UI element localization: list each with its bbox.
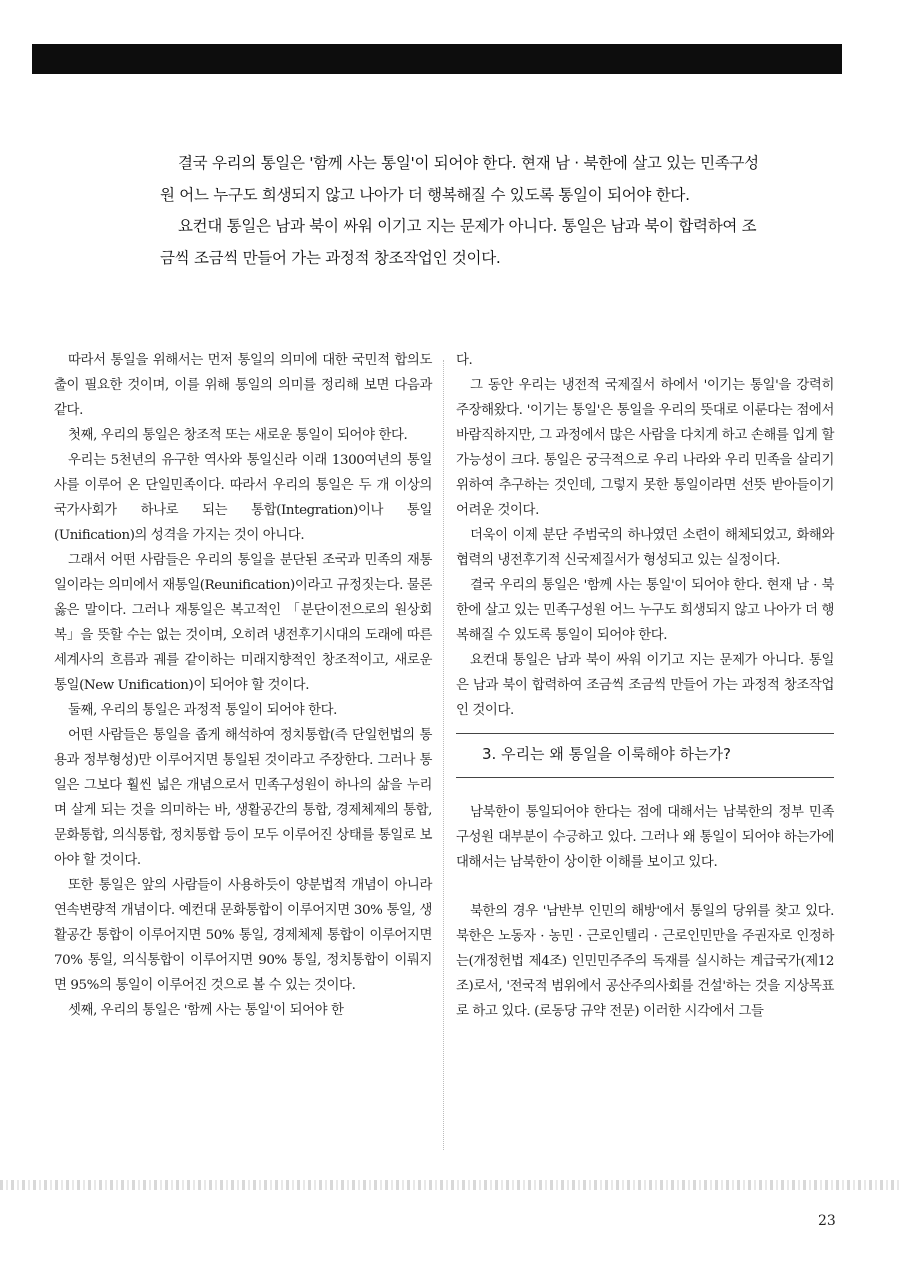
body-paragraph: 결국 우리의 통일은 '함께 사는 통일'이 되어야 한다. 현재 남 · 북한에 살고 있는 민족구성원 어느 누구도 희생되지 않고 나아가 더 행복해질 수 있도록 통일이 되어야 한다. [456, 578, 834, 643]
body-paragraph: 요컨대 통일은 남과 북이 싸워 이기고 지는 문제가 아니다. 통일은 남과 북이 합력하여 조금씩 조금씩 만들어 가는 과정적 창조작업인 것이다. [456, 653, 834, 718]
body-paragraph: 그 동안 우리는 냉전적 국제질서 하에서 '이기는 통일'을 강력히 주장해왔다. '이기는 통일'은 통일을 우리의 뜻대로 이룬다는 점에서 바람직하지만, 그 과정에서 많은 사람을 다치게 하고 손해를 입게 할 가능성이 크다. 통일은 궁극적으로 우리 나라와 우리 민족을 살리기 위하여 추구하는 것인데, 그렇지 못한 통일이라면 선뜻 받아들이기 어려운 것이다. [456, 378, 834, 518]
pull-quote-paragraph: 요컨대 통일은 남과 북이 싸워 이기고 지는 문제가 아니다. 통일은 남과 북이 합력하여 조금씩 조금씩 만들어 가는 과정적 창조작업인 것이다. [160, 217, 757, 267]
body-paragraph: 셋째, 우리의 통일은 '함께 사는 통일'이 되어야 한 [68, 1003, 344, 1018]
body-paragraph: 더욱이 이제 분단 주범국의 하나였던 소련이 해체되었고, 화해와 협력의 냉전후기적 신국제질서가 형성되고 있는 실정이다. [456, 528, 834, 568]
body-paragraph: 다. [456, 353, 473, 368]
body-paragraph: 북한의 경우 '남반부 인민의 해방'에서 통일의 당위를 찾고 있다. 북한은 노동자 · 농민 · 근로인텔리 · 근로인민만을 주권자로 인정하는(개정헌법 제4조) 인민민주주의 독재를 실시하는 계급국가(제12조)로서, '전국적 범위에서 공산주의사회를 건설'하는 것을 지상목표로 하고 있다. (로동당 규약 전문) 이러한 시각에서 그들 [456, 904, 834, 1019]
body-paragraph: 또한 통일은 앞의 사람들이 사용하듯이 양분법적 개념이 아니라 연속변량적 개념이다. 예컨대 문화통합이 이루어지면 30% 통일, 생활공간 통합이 이루어지면 50% 통일, 경제체제 통합이 이루어지면 70% 통일, 의식통합이 이루어지면 90% 통일, 정치통합이 이뤄지면 95%의 통일이 이루어진 것으로 볼 수 있는 것이다. [54, 878, 432, 993]
body-paragraph: 따라서 통일을 위해서는 먼저 통일의 의미에 대한 국민적 합의도출이 필요한 것이며, 이를 위해 통일의 의미를 정리해 보면 다음과 같다. [54, 353, 432, 418]
body-paragraph: 첫째, 우리의 통일은 창조적 또는 새로운 통일이 되어야 한다. [68, 428, 408, 443]
right-column [456, 348, 834, 1024]
column-divider [443, 360, 444, 1150]
pull-quote-paragraph: 결국 우리의 통일은 '함께 사는 통일'이 되어야 한다. 현재 남 · 북한에 살고 있는 민족구성원 어느 누구도 희생되지 않고 나아가 더 행복해질 수 있도록 통일이 되어야 한다. [160, 154, 759, 204]
left-column [54, 348, 432, 1023]
footer-rule [0, 1180, 900, 1190]
body-paragraph: 우리는 5천년의 유구한 역사와 통일신라 이래 1300여년의 통일사를 이루어 온 단일민족이다. 따라서 우리의 통일은 두 개 이상의 국가사회가 하나로 되는 통합(Integration)이나 통일(Unification)의 성격을 가지는 것이 아니다. [54, 453, 432, 543]
body-paragraph: 어떤 사람들은 통일을 좁게 해석하여 정치통합(즉 단일헌법의 통용과 정부형성)만 이루어지면 통일된 것이라고 주장한다. 그러나 통일은 그보다 훨씬 넓은 개념으로서 민족구성원이 하나의 삶을 누리며 살게 되는 것을 의미하는 바, 생활공간의 통합, 경제체제의 통합, 문화통합, 의식통합, 정치통합 등이 모두 이루어진 상태를 통일로 보아야 할 것이다. [54, 728, 432, 868]
header-bar [32, 44, 842, 74]
pull-quote [160, 148, 760, 274]
body-paragraph: 둘째, 우리의 통일은 과정적 통일이 되어야 한다. [68, 703, 338, 718]
paragraph-gap [456, 875, 834, 899]
section-heading: 3. 우리는 왜 통일을 이룩해야 하는가? [456, 733, 834, 778]
body-paragraph: 그래서 어떤 사람들은 우리의 통일을 분단된 조국과 민족의 재통일이라는 의미에서 재통일(Reunification)이라고 규정짓는다. 물론 옳은 말이다. 그러나 재통일은 복고적인 「분단이전으로의 원상회복」을 뜻할 수는 없는 것이며, 오히려 냉전후기시대의 도래에 따른 세계사의 흐름과 궤를 같이하는 미래지향적인 창조적이고, 새로운 통일(New Unification)이 되어야 할 것이다. [54, 553, 432, 693]
page-number: 23 [818, 1213, 836, 1229]
body-paragraph: 남북한이 통일되어야 한다는 점에 대해서는 남북한의 정부 민족구성원 대부분이 수긍하고 있다. 그러나 왜 통일이 되어야 하는가에 대해서는 남북한이 상이한 이해를 보이고 있다. [456, 805, 834, 870]
